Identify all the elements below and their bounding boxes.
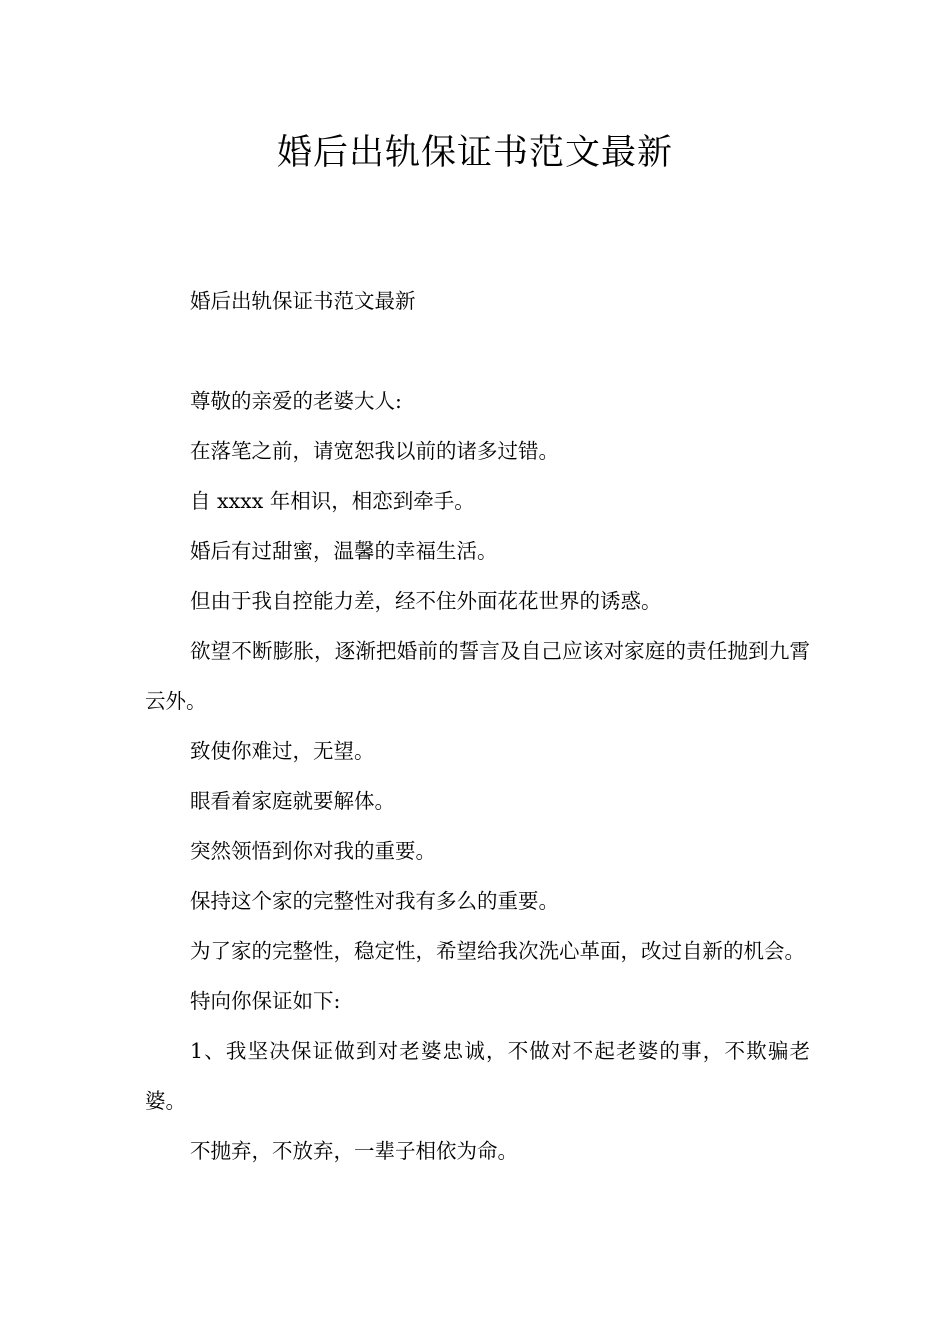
paragraph: 眼看着家庭就要解体。 bbox=[190, 789, 395, 813]
paragraph: 不抛弃，不放弃，一辈子相依为命。 bbox=[190, 1139, 518, 1163]
paragraph: 特向你保证如下: bbox=[190, 989, 341, 1013]
document-subtitle: 婚后出轨保证书范文最新 bbox=[190, 289, 416, 313]
document-title: 婚后出轨保证书范文最新 bbox=[276, 133, 673, 173]
document-body bbox=[145, 276, 810, 1176]
paragraph-salutation: 尊敬的亲爱的老婆大人: bbox=[190, 389, 402, 413]
paragraph: 婚后有过甜蜜，温馨的幸福生活。 bbox=[190, 539, 498, 563]
paragraph: 自 xxxx 年相识，相恋到牵手。 bbox=[190, 489, 475, 513]
paragraph-pledge-item: 1、我坚决保证做到对老婆忠诚，不做对不起老婆的事，不欺骗老婆。 bbox=[145, 1039, 810, 1113]
paragraph: 但由于我自控能力差，经不住外面花花世界的诱惑。 bbox=[190, 589, 662, 613]
paragraph: 致使你难过，无望。 bbox=[190, 739, 375, 763]
paragraph: 突然领悟到你对我的重要。 bbox=[190, 839, 436, 863]
paragraph: 欲望不断膨胀，逐渐把婚前的誓言及自己应该对家庭的责任抛到九霄云外。 bbox=[145, 639, 810, 713]
paragraph: 在落笔之前，请宽恕我以前的诸多过错。 bbox=[190, 439, 559, 463]
paragraph: 为了家的完整性，稳定性，希望给我次洗心革面，改过自新的机会。 bbox=[190, 939, 805, 963]
paragraph: 保持这个家的完整性对我有多么的重要。 bbox=[190, 889, 559, 913]
